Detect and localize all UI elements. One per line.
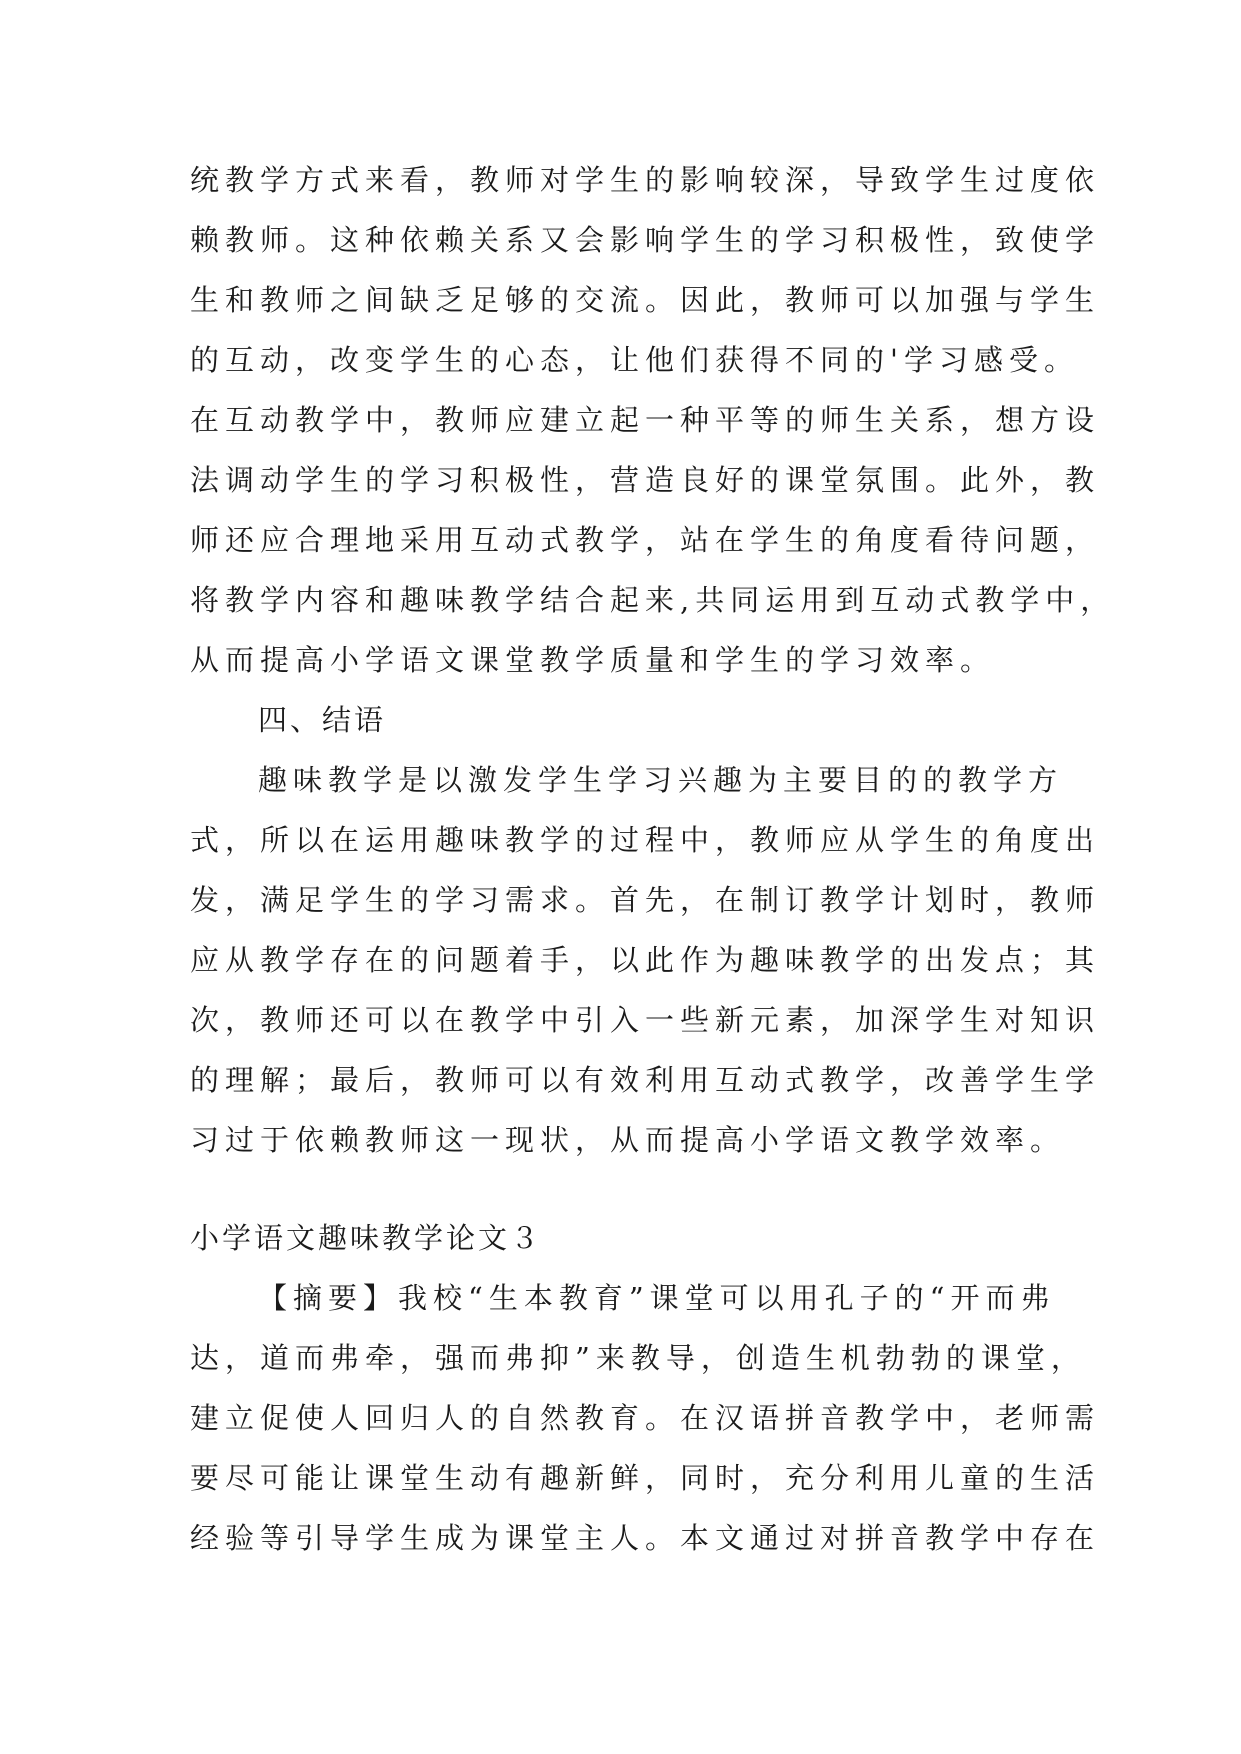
essay-title: 小学语文趣味教学论文３: [190, 1221, 543, 1255]
body-text-line: 要尽可能让课堂生动有趣新鲜，同时，充分利用儿童的生活: [190, 1461, 1101, 1495]
body-text-line: 在互动教学中，教师应建立起一种平等的师生关系，想方设: [190, 403, 1101, 437]
section-heading: 四、结语: [258, 703, 387, 737]
body-text-line: 生和教师之间缺乏足够的交流。因此，教师可以加强与学生: [190, 283, 1101, 317]
body-text-line: 经验等引导学生成为课堂主人。本文通过对拼音教学中存在: [190, 1521, 1101, 1555]
body-text-line: 将教学内容和趣味教学结合起来,共同运用到互动式教学中，: [190, 583, 1116, 617]
body-text-line: 达，道而弗牵，强而弗抑”来教导，创造生机勃勃的课堂，: [190, 1341, 1086, 1375]
body-text-line: 从而提高小学语文课堂教学质量和学生的学习效率。: [190, 643, 996, 677]
body-text-line: 的理解；最后，教师可以有效利用互动式教学，改善学生学: [190, 1063, 1101, 1097]
body-text-line: 师还应合理地采用互动式教学，站在学生的角度看待问题，: [190, 523, 1101, 557]
body-text-line: 赖教师。这种依赖关系又会影响学生的学习积极性，致使学: [190, 223, 1101, 257]
body-text-line: 发，满足学生的学习需求。首先，在制订教学计划时，教师: [190, 883, 1101, 917]
body-text-line: 建立促使人回归人的自然教育。在汉语拼音教学中，老师需: [190, 1401, 1101, 1435]
body-text-line: 次，教师还可以在教学中引入一些新元素，加深学生对知识: [190, 1003, 1101, 1037]
body-text-line: 习过于依赖教师这一现状，从而提高小学语文教学效率。: [190, 1123, 1066, 1157]
body-text-line: 统教学方式来看，教师对学生的影响较深，导致学生过度依: [190, 163, 1101, 197]
body-text-line: 应从教学存在的问题着手，以此作为趣味教学的出发点；其: [190, 943, 1101, 977]
body-text-line: 式，所以在运用趣味教学的过程中，教师应从学生的角度出: [190, 823, 1101, 857]
paragraph-first-line: 趣味教学是以激发学生学习兴趣为主要目的的教学方: [258, 763, 1064, 797]
body-text-line: 法调动学生的学习积极性，营造良好的课堂氛围。此外，教: [190, 463, 1101, 497]
abstract-first-line: 【摘要】我校“生本教育”课堂可以用孔子的“开而弗: [258, 1281, 1056, 1315]
body-text-line: 的互动，改变学生的心态，让他们获得不同的'学习感受。: [190, 343, 1079, 377]
